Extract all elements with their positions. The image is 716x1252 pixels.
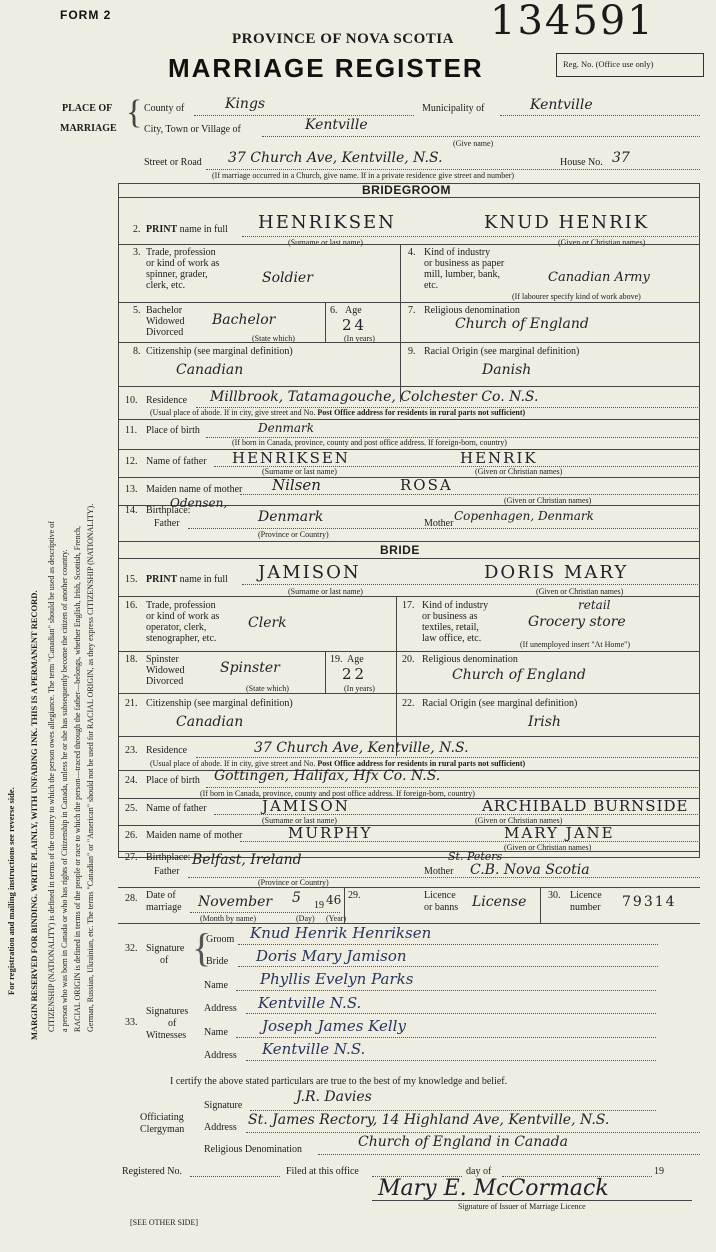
bride-trade-l2: or kind of work as (146, 611, 220, 622)
bride-n22: 22. (402, 698, 415, 709)
groom-mother-given: ROSA (400, 476, 453, 494)
bride-father-label: Name of father (146, 803, 207, 814)
groom-sig-label: Groom (206, 934, 235, 945)
house-value: 37 (612, 150, 630, 166)
groom-pob-label: Place of birth (146, 425, 200, 436)
footer-year-label: 19 (654, 1166, 664, 1177)
bride-n21: 21. (125, 698, 138, 709)
bride-religion-label: Religious denomination (422, 654, 518, 665)
sig-of-label: of (160, 955, 169, 966)
groom-father-bp-value: Denmark (258, 509, 324, 525)
margin-note-1: For registration and mailing instructions see reverse side. (6, 787, 16, 995)
groom-industry-caption: (If labourer specify kind of work above) (512, 292, 641, 301)
bride-print-label (146, 574, 228, 585)
licno-label-2: number (570, 902, 601, 913)
margin-note-3: CITIZENSHIP (NATIONALITY) is defined in terms of the country to which the person owes allegiance. The term "Canadian" should be used as descriptive of (47, 521, 56, 1032)
county-label: County of (144, 103, 185, 114)
clergy-sig-label: Signature (204, 1100, 243, 1111)
groom-trade-l4: clerk, etc. (146, 280, 186, 291)
groom-mother-bp-value: Copenhagen, Denmark (454, 509, 594, 523)
bride-state-caption: (State which) (246, 684, 289, 693)
groom-n13: 13. (125, 484, 138, 495)
bride-ind-l2: or business as (422, 611, 478, 622)
groom-father-word: Father (154, 518, 180, 529)
date-label-1: Date of (146, 890, 176, 901)
groom-n10: 10. (125, 395, 138, 406)
licence-number-value: 79314 (622, 894, 677, 910)
groom-mother-label: Maiden name of mother (146, 484, 243, 495)
officiating-label-1: Officiating (140, 1112, 184, 1123)
groom-n8: 8. (133, 346, 141, 357)
groom-trade-value: Soldier (262, 270, 313, 286)
bride-n26: 26. (125, 830, 138, 841)
groom-mother-surname: Nilsen (272, 476, 321, 494)
bride-ind-l1: Kind of industry (422, 600, 489, 611)
w1-address-label: Address (204, 1003, 237, 1014)
bride-bp-label: Birthplace: (146, 852, 191, 863)
sw-label-3: Witnesses (146, 1030, 187, 1041)
house-label: House No. (560, 157, 603, 168)
bride-father-surname: JAMISON (262, 797, 350, 815)
page-title: MARRIAGE REGISTER (168, 53, 484, 83)
groom-mother-word: Mother (424, 518, 454, 529)
groom-ind-l3: mill, lumber, bank, (424, 269, 500, 280)
bride-n17: 17. (402, 600, 415, 611)
bride-years-caption: (In years) (344, 684, 375, 693)
n28: 28. (125, 893, 138, 904)
clergy-denomination: Church of England in Canada (358, 1134, 568, 1150)
bride-age-label: Age (347, 654, 364, 665)
groom-pob-caption: (If born in Canada, province, county and post office address. If foreign-born, country) (232, 438, 507, 447)
clergy-address: St. James Rectory, 14 Highland Ave, Kentville, N.S. (248, 1112, 610, 1128)
bride-n24: 24. (125, 775, 138, 786)
w1-name: Phyllis Evelyn Parks (260, 970, 414, 988)
give-name-caption: (Give name) (453, 139, 494, 148)
groom-n7: 7. (408, 305, 416, 316)
groom-father-bp-top: Odensen, (170, 496, 228, 510)
margin-note-4: a person who was born in Canada or who has rights of Citizenship in Canada, unless he or she has subsequently become the citizen of another country. (60, 549, 69, 1032)
bride-n18: 18. (125, 654, 138, 665)
bride-mother-given-caption: (Given or Christian names) (504, 843, 592, 852)
licno-label-1: Licence (570, 890, 602, 901)
bride-industry-top: retail (578, 598, 611, 612)
groom-years-caption: (In years) (344, 334, 375, 343)
bride-st-l3: Divorced (146, 676, 184, 687)
w1-address: Kentville N.S. (258, 994, 362, 1012)
bride-racial-value: Irish (528, 714, 561, 730)
street-value: 37 Church Ave, Kentville, N.S. (228, 150, 443, 166)
groom-father-surname-caption: (Surname or last name) (262, 467, 337, 476)
licence-label-1: Licence (424, 890, 456, 901)
groom-ind-l1: Kind of industry (424, 247, 491, 258)
groom-bp-label: Birthplace: (146, 505, 191, 516)
bride-signature: Doris Mary Jamison (256, 947, 407, 965)
province-title: PROVINCE OF NOVA SCOTIA (232, 31, 454, 47)
see-other-side: [SEE OTHER SIDE] (130, 1218, 198, 1227)
bride-trade-value: Clerk (248, 615, 287, 631)
bride-n16: 16. (125, 600, 138, 611)
res-caption-b: Post Office address for residents in rural parts not sufficient) (317, 408, 526, 417)
groom-surname: HENRIKSEN (258, 212, 396, 233)
bride-father-given: ARCHIBALD BURNSIDE (482, 797, 689, 815)
bride-given: DORIS MARY (484, 562, 629, 583)
w1-name-label: Name (204, 980, 228, 991)
n33: 33. (125, 1017, 138, 1028)
groom-n14: 14. (125, 505, 138, 516)
groom-signature: Knud Henrik Henriksen (250, 924, 432, 942)
issuer-caption: Signature of Issuer of Marriage Licence (458, 1202, 586, 1211)
margin-note-6: German, Russian, Ukrainian, etc. The terms "Canadian" or "American" should not be used for RACIAL ORIGIN, as they express CITIZENSHIP (NATIONALITY). (86, 503, 95, 1032)
groom-status-value: Bachelor (212, 312, 276, 328)
bride-given-caption: (Given or Christian names) (536, 587, 624, 596)
groom-residence-value: Millbrook, Tatamagouche, Colchester Co. N.S. (210, 389, 539, 405)
groom-n11: 11. (125, 425, 138, 436)
margin-note-5: RACIAL ORIGIN is defined in terms of the people or race to which the person—traced through the father—belongs, whether English, Irish, Scottish, French, (73, 525, 82, 1032)
bride-n27: 27. (125, 852, 138, 863)
groom-mother-given-caption: (Given or Christian names) (504, 496, 592, 505)
groom-religion-label: Religious denomination (424, 305, 520, 316)
bride-age-value: 22 (342, 665, 368, 683)
groom-age-value: 24 (342, 316, 368, 334)
bride-print-rest: name in full (177, 574, 228, 585)
groom-n6: 6. (330, 305, 338, 316)
bride-n19: 19. (330, 654, 343, 665)
bride-father-bp-value: Belfast, Ireland (192, 852, 302, 868)
groom-print-rest: name in full (177, 224, 228, 235)
month-caption: (Month by name) (200, 914, 256, 923)
bride-mother-bp-value: C.B. Nova Scotia (470, 862, 590, 878)
groom-n3: 3. (133, 247, 141, 258)
bride-n20: 20. (402, 654, 415, 665)
licence-or-banns-value: License (472, 894, 527, 910)
groom-st-l3: Divorced (146, 327, 184, 338)
bride-mother-word: Mother (424, 866, 454, 877)
groom-religion-value: Church of England (455, 316, 589, 332)
groom-residence-caption (150, 408, 525, 417)
groom-given-caption: (Given or Christian names) (558, 238, 646, 247)
bride-racial-label: Racial Origin (see marginal definition) (422, 698, 578, 709)
register-number: 134591 (490, 0, 655, 44)
w2-address: Kentville N.S. (262, 1040, 366, 1058)
day-of-label: day of (466, 1166, 492, 1177)
groom-ind-l2: or business as paper (424, 258, 505, 269)
bride-trade-l4: stenographer, etc. (146, 633, 217, 644)
groom-father-given-caption: (Given or Christian names) (475, 467, 563, 476)
bride-residence-label: Residence (146, 745, 188, 756)
bride-res-caption-a: (Usual place of abode. If in city, give street and No. (150, 759, 318, 768)
city-label: City, Town or Village of (144, 124, 241, 135)
bride-status-value: Spinster (220, 660, 280, 676)
groom-father-label: Name of father (146, 456, 207, 467)
issuer-signature: Mary E. McCormack (378, 1176, 609, 1201)
marriage-day: 5 (292, 890, 301, 906)
groom-print-bold: PRINT (146, 224, 178, 235)
groom-residence-label: Residence (146, 395, 188, 406)
groom-racial-value: Danish (482, 362, 532, 378)
groom-trade-l2: or kind of work as (146, 258, 220, 269)
bride-father-word: Father (154, 866, 180, 877)
city-value: Kentville (305, 117, 368, 133)
filed-label: Filed at this office (286, 1166, 359, 1177)
groom-father-given: HENRIK (460, 449, 538, 467)
municipality-value: Kentville (530, 97, 593, 113)
groom-age-label: Age (345, 305, 362, 316)
n30: 30. (548, 890, 561, 901)
bride-surname: JAMISON (258, 562, 361, 583)
year-prefix: 19 (314, 900, 324, 911)
bride-pob-label: Place of birth (146, 775, 200, 786)
groom-prov-caption: (Province or Country) (258, 530, 329, 539)
groom-father-surname: HENRIKSEN (232, 449, 350, 467)
groom-n9: 9. (408, 346, 416, 357)
clergy-address-label: Address (204, 1122, 237, 1133)
groom-given: KNUD HENRIK (484, 212, 650, 233)
bride-n23: 23. (125, 745, 138, 756)
groom-racial-label: Racial Origin (see marginal definition) (424, 346, 580, 357)
bride-n15: 15. (125, 574, 138, 585)
bride-birthplace-value: Gottingen, Halifax, Hfx Co. N.S. (214, 768, 441, 784)
registered-no-label: Registered No. (122, 1166, 182, 1177)
n29: 29. (348, 890, 361, 901)
res-caption-a: (Usual place of abode. If in city, give street and No. (150, 408, 318, 417)
marriage-month: November (198, 894, 273, 910)
groom-surname-caption: (Surname or last name) (288, 238, 363, 247)
licence-label-2: or banns (424, 902, 459, 913)
county-value: Kings (225, 96, 266, 112)
groom-trade-l3: spinner, grader, (146, 269, 208, 280)
margin-note-2: MARGIN RESERVED FOR BINDING. WRITE PLAINLY, WITH UNFADING INK. THIS IS A PERMANENT RECORD. (29, 590, 39, 1040)
sw-label-1: Signatures (146, 1006, 189, 1017)
bride-surname-caption: (Surname or last name) (288, 587, 363, 596)
groom-print-label (146, 224, 228, 235)
bride-pob-caption: (If born in Canada, province, county and post office address. If foreign-born, country) (200, 789, 475, 798)
bride-trade-l1: Trade, profession (146, 600, 216, 611)
bride-sig-label: Bride (206, 956, 229, 967)
bride-mother-surname: MURPHY (288, 824, 373, 842)
section-bride: BRIDE (380, 543, 420, 557)
groom-citizenship-label: Citizenship (see marginal definition) (146, 346, 293, 357)
sig-bracket: { (192, 925, 212, 970)
bride-ind-l3: textiles, retail, (422, 622, 479, 633)
street-label: Street or Road (144, 157, 202, 168)
bride-prov-caption: (Province or Country) (258, 878, 329, 887)
groom-st-l1: Bachelor (146, 305, 183, 316)
bride-father-surname-caption: (Surname or last name) (262, 816, 337, 825)
sig-label: Signature (146, 943, 185, 954)
groom-citizenship-value: Canadian (176, 362, 244, 378)
groom-state-caption: (State which) (252, 334, 295, 343)
bride-res-caption-b: Post Office address for residents in rural parts not sufficient) (317, 759, 526, 768)
groom-ind-l4: etc. (424, 280, 439, 291)
n32: 32. (125, 943, 138, 954)
groom-birthplace-value: Denmark (258, 421, 314, 435)
bride-st-l1: Spinster (146, 654, 179, 665)
relden-label: Religious Denomination (204, 1144, 303, 1155)
marriage-year: 46 (326, 893, 342, 907)
clergy-signature: J.R. Davies (296, 1089, 372, 1105)
bride-religion-value: Church of England (452, 667, 586, 683)
groom-n4: 4. (408, 247, 416, 258)
groom-n2: 2. (133, 224, 141, 235)
form-number: FORM 2 (60, 8, 112, 22)
section-bridegroom: BRIDEGROOM (362, 183, 451, 197)
municipality-label: Municipality of (422, 103, 485, 114)
w2-name-label: Name (204, 1027, 228, 1038)
bride-mother-bp-top: St. Peters (448, 850, 503, 863)
groom-trade-l1: Trade, profession (146, 247, 216, 258)
bride-print-bold: PRINT (146, 574, 178, 585)
officiating-label-2: Clergyman (140, 1124, 185, 1135)
bride-mother-label: Maiden name of mother (146, 830, 243, 841)
bride-residence-caption (150, 759, 525, 768)
groom-n5: 5. (133, 305, 141, 316)
place-note: (If marriage occurred in a Church, give name. If in a private residence give street and number) (212, 171, 515, 180)
bride-residence-value: 37 Church Ave, Kentville, N.S. (254, 740, 469, 756)
groom-st-l2: Widowed (146, 316, 185, 327)
day-caption: (Day) (296, 914, 315, 923)
bride-trade-l3: operator, clerk, (146, 622, 207, 633)
bride-industry-value: Grocery store (528, 614, 626, 630)
reg-no-label: Reg. No. (Office use only) (563, 59, 654, 69)
date-label-2: marriage (146, 902, 182, 913)
w2-name: Joseph James Kelly (262, 1017, 406, 1035)
bride-citizenship-value: Canadian (176, 714, 244, 730)
bride-st-l2: Widowed (146, 665, 185, 676)
bride-ind-l4: law office, etc. (422, 633, 482, 644)
place-label-2: MARRIAGE (60, 123, 117, 134)
place-label-1: PLACE OF (62, 103, 113, 114)
place-bracket: { (126, 94, 143, 131)
certify-text: I certify the above stated particulars are true to the best of my knowledge and belief. (170, 1076, 508, 1087)
w2-address-label: Address (204, 1050, 237, 1061)
groom-industry-value: Canadian Army (548, 270, 650, 285)
groom-n12: 12. (125, 456, 138, 467)
bride-father-given-caption: (Given or Christian names) (475, 816, 563, 825)
sw-label-2: of (168, 1018, 177, 1029)
bride-mother-given: MARY JANE (504, 824, 615, 842)
bride-industry-caption: (If unemployed insert "At Home") (520, 640, 631, 649)
bride-n25: 25. (125, 803, 138, 814)
bride-citizenship-label: Citizenship (see marginal definition) (146, 698, 293, 709)
year-caption: (Year) (326, 914, 347, 923)
